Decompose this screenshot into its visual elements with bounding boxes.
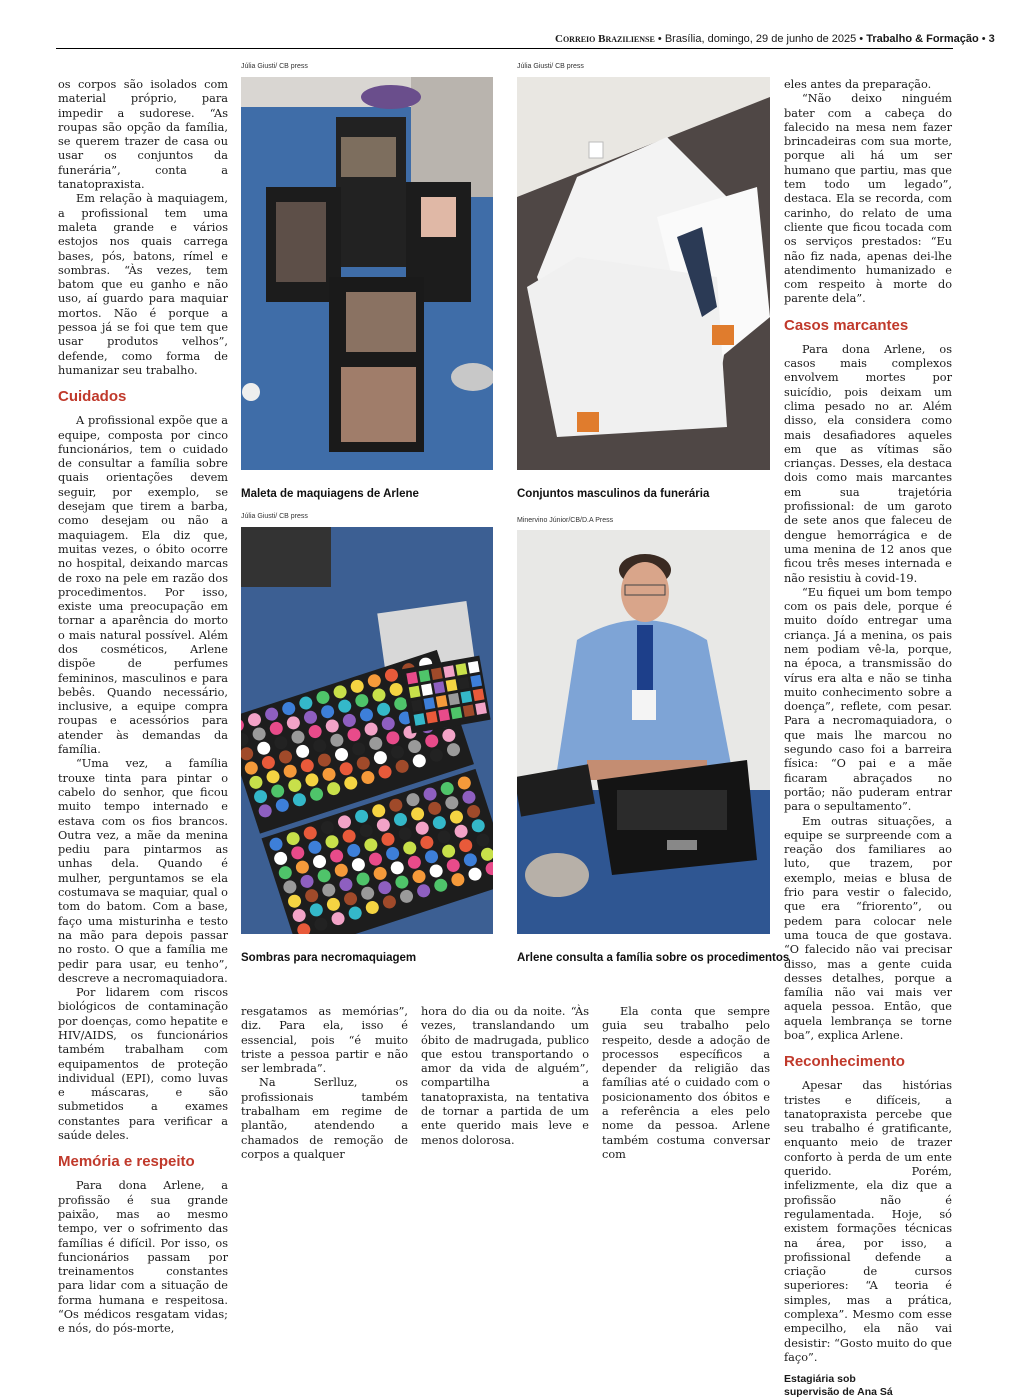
byline-line: Estagiária sob xyxy=(784,1373,856,1386)
photo-credit: Júlia Giusti/ CB press xyxy=(241,63,308,70)
paragraph: “Uma vez, a família trouxe tinta para pintar o cabelo do senhor, que ficou muito tempo internado e estava com os fios brancos. Outra vez, a mãe da menina pediu para pintarmos as unhas dela. Quando é mulher, perguntamos se ela costumava se maquiar, qual o tom do batom. Com a base, faço uma misturinha e testo na mão para depois passar no rosto. O que a família me pedir para usar, eu tenho”, descreve a necromaquiadora. xyxy=(58,757,228,985)
header-separator: • xyxy=(654,33,665,45)
subheading-cuidados: Cuidados xyxy=(58,388,127,406)
article-column-5 xyxy=(784,78,952,1399)
header-section: Trabalho & Formação xyxy=(866,33,979,45)
article-column-4 xyxy=(602,1005,770,1162)
photo-caption: Maleta de maquiagens de Arlene xyxy=(241,488,419,500)
subheading-casos-marcantes: Casos marcantes xyxy=(784,316,909,334)
paragraph: eles antes da preparação. xyxy=(784,78,932,91)
photo-credit: Júlia Giusti/ CB press xyxy=(517,63,584,70)
photo-caption: Conjuntos masculinos da funerária xyxy=(517,488,710,500)
header-dateline: Brasília, domingo, 29 de junho de 2025 xyxy=(664,33,857,45)
paragraph: os corpos são isolados com material próprio, para impedir a sudorese. “As roupas são opção da família, se querem trazer de casa ou usar os conjuntos da funerária”, conta a tanatopraxista. xyxy=(58,78,228,192)
paragraph: Para dona Arlene, os casos mais complexos envolvem mortes por suicídio, pois deixam um clima pesado no ar. Além disso, ela considera como mais desafiadores aqueles em que as vítimas são crianças. Desses, ela destaca dois como mais marcantes em sua trajetória profissional: de um garoto de sete anos que faleceu de dengue hemorrágica e de uma menina de 12 anos que ficou três meses internada e não resistiu à covid-19. xyxy=(784,342,952,585)
paragraph: Em relação à maquiagem, a profissional tem uma maleta grande e vários estojos nos quais carrega bases, pós, batons, rímel e sombras. “Às vezes, tem batom que eu ganho e não uso, aí guardo para maquiar mortos. Não é porque a pessoa já se foi que tem que usar produtos velhos”, defende, como forma de humanizar seu trabalho. xyxy=(58,192,228,377)
paragraph: Em outras situações, a equipe se surpreende com a reação dos familiares ao luto, que trazem, por exemplo, meias e blusa de frio para vestir o falecido, que era “friorento”, ou pedem para colocar nele uma touca de que gostava. “O falecido não vai precisar disso, mas a gente cuida desses detalhes, porque a família não vai mais ver aquela pessoa. Então, que aquela lembrança se torne boa”, explica Arlene. xyxy=(784,814,952,1042)
paragraph: Ela conta que sempre guia seu trabalho pelo respeito, desde a adoção de processos específicos a depender da religião das famílias até o cuidado com o posicionamento dos óbitos e a referência a eles pelo nome da pessoa. Arlene também costuma conversar com xyxy=(602,1005,770,1161)
newspaper-name: Correio Braziliense xyxy=(555,33,655,45)
article-column-2 xyxy=(241,1005,408,1162)
header-separator: • xyxy=(978,33,989,45)
subheading-reconhecimento: Reconhecimento xyxy=(784,1053,905,1071)
photo-eyeshadow-palettes xyxy=(241,527,493,934)
header-separator: • xyxy=(856,33,867,45)
page-header xyxy=(555,33,995,45)
header-rule xyxy=(56,48,953,49)
byline-line: supervisão de Ana Sá xyxy=(784,1386,893,1399)
paragraph: Apesar das histórias tristes e difíceis, a tanatopraxista percebe que seu trabalho é gratificante, enquanto meio de trazer conforto à perda de um ente querido. Porém, infelizmente, ela diz que a profissão não é regulamentada. Hoje, só existem formações técnicas na área, por isso, a profissional defende a criação de cursos superiores: “A teoria é simples, mas a prática, complexa”. Mesmo com esse empecilho, ela não vai desistir: “Gosto muito do que faço”. xyxy=(784,1079,952,1364)
paragraph: A profissional expõe que a equipe, composta por cinco funcionários, tem o cuidado de consultar a família sobre quais orientações devem seguir, por exemplo, se desejam que tirem a barba, como desejam ou não a maquiagem. Ela diz que, muitas vezes, o óbito ocorre no hospital, deixando marcas de roxo na pele em razão dos procedimentos. Por isso, existe uma preocupação em tornar a aparência do morto o mais natural possível. Além dos cosméticos, Arlene dispõe de perfumes femininos, masculinos e para bebês. Quando necessário, inclusive, a equipe compra roupas e acessórios para atender às demandas da família. xyxy=(58,414,228,757)
page-number: 3 xyxy=(988,33,995,45)
paragraph: “Não deixo ninguém bater com a cabeça do falecido na mesa nem fazer brincadeiras com sua morte, porque ali há um ser humano que partiu, mas que tem todo um legado”, destaca. Ela se recorda, com carinho, do relato de uma cliente que ficou tocada com os serviços prestados: “Eu não fiz nada, apenas dei-lhe atendimento humanizado e com respeito à morte do parente dela”. xyxy=(784,92,952,306)
paragraph: Para dona Arlene, a profissão é sua grande paixão, mas ao mesmo tempo, ver o sofrimento das famílias é difícil. Por isso, os funcionários passam por treinamentos constantes para lidar com a situação de forma humana e respeitosa. “Os médicos resgatam vidas; e nós, do pós-morte, xyxy=(58,1179,228,1336)
photo-arlene xyxy=(517,530,770,934)
subheading-memoria: Memória e respeito xyxy=(58,1153,195,1171)
photo-credit: Júlia Giusti/ CB press xyxy=(241,513,308,520)
paragraph: hora do dia ou da noite. “Às vezes, translandando um óbito de madrugada, publico que estou transportando o amor da vida de alguém”, compartilha a tanatopraxista, na tentativa de tornar a partida de um ente querido mais leve e menos dolorosa. xyxy=(421,1005,589,1147)
photo-makeup-case xyxy=(241,77,493,470)
paragraph: “Eu fiquei um bom tempo com os pais dele, porque é muito doído entregar uma criança. Já a menina, os pais nem podiam vê-la, porque, na época, a transmissão do vírus era alta e não se tinha muito conhecimento sobre a doença”, reflete, com pesar. Para a necromaquiadora, o que mais lhe marcou no segundo caso foi a barreira física: “O pai e a mãe ficaram abraçados no portão; não puderam entrar para o sepultamento”. xyxy=(784,585,952,814)
paragraph: Por lidarem com riscos biológicos de contaminação por doenças, como hepatite e HIV/AIDS, os funcionários também trabalham com equipamentos de proteção individual (EPI), como luvas e máscaras, e são submetidos a exames constantes para verificar a saúde deles. xyxy=(58,986,228,1143)
paragraph: resgatamos as memórias”, diz. Para ela, isso é essencial, pois “é muito triste a pessoa partir e não ser lembrada”. xyxy=(241,1005,408,1076)
photo-caption: Sombras para necromaquiagem xyxy=(241,952,417,964)
photo-caption: Arlene consulta a família sobre os procedimentos xyxy=(517,952,790,964)
byline xyxy=(784,1373,952,1399)
photo-credit: Minervino Júnior/CB/D.A Press xyxy=(517,517,614,524)
photo-mens-outfits xyxy=(517,77,770,470)
paragraph: Na Serlluz, os profissionais também trabalham em regime de plantão, atendendo a chamados de remoção de corpos a qualquer xyxy=(241,1076,408,1161)
article-column-3 xyxy=(421,1005,589,1148)
